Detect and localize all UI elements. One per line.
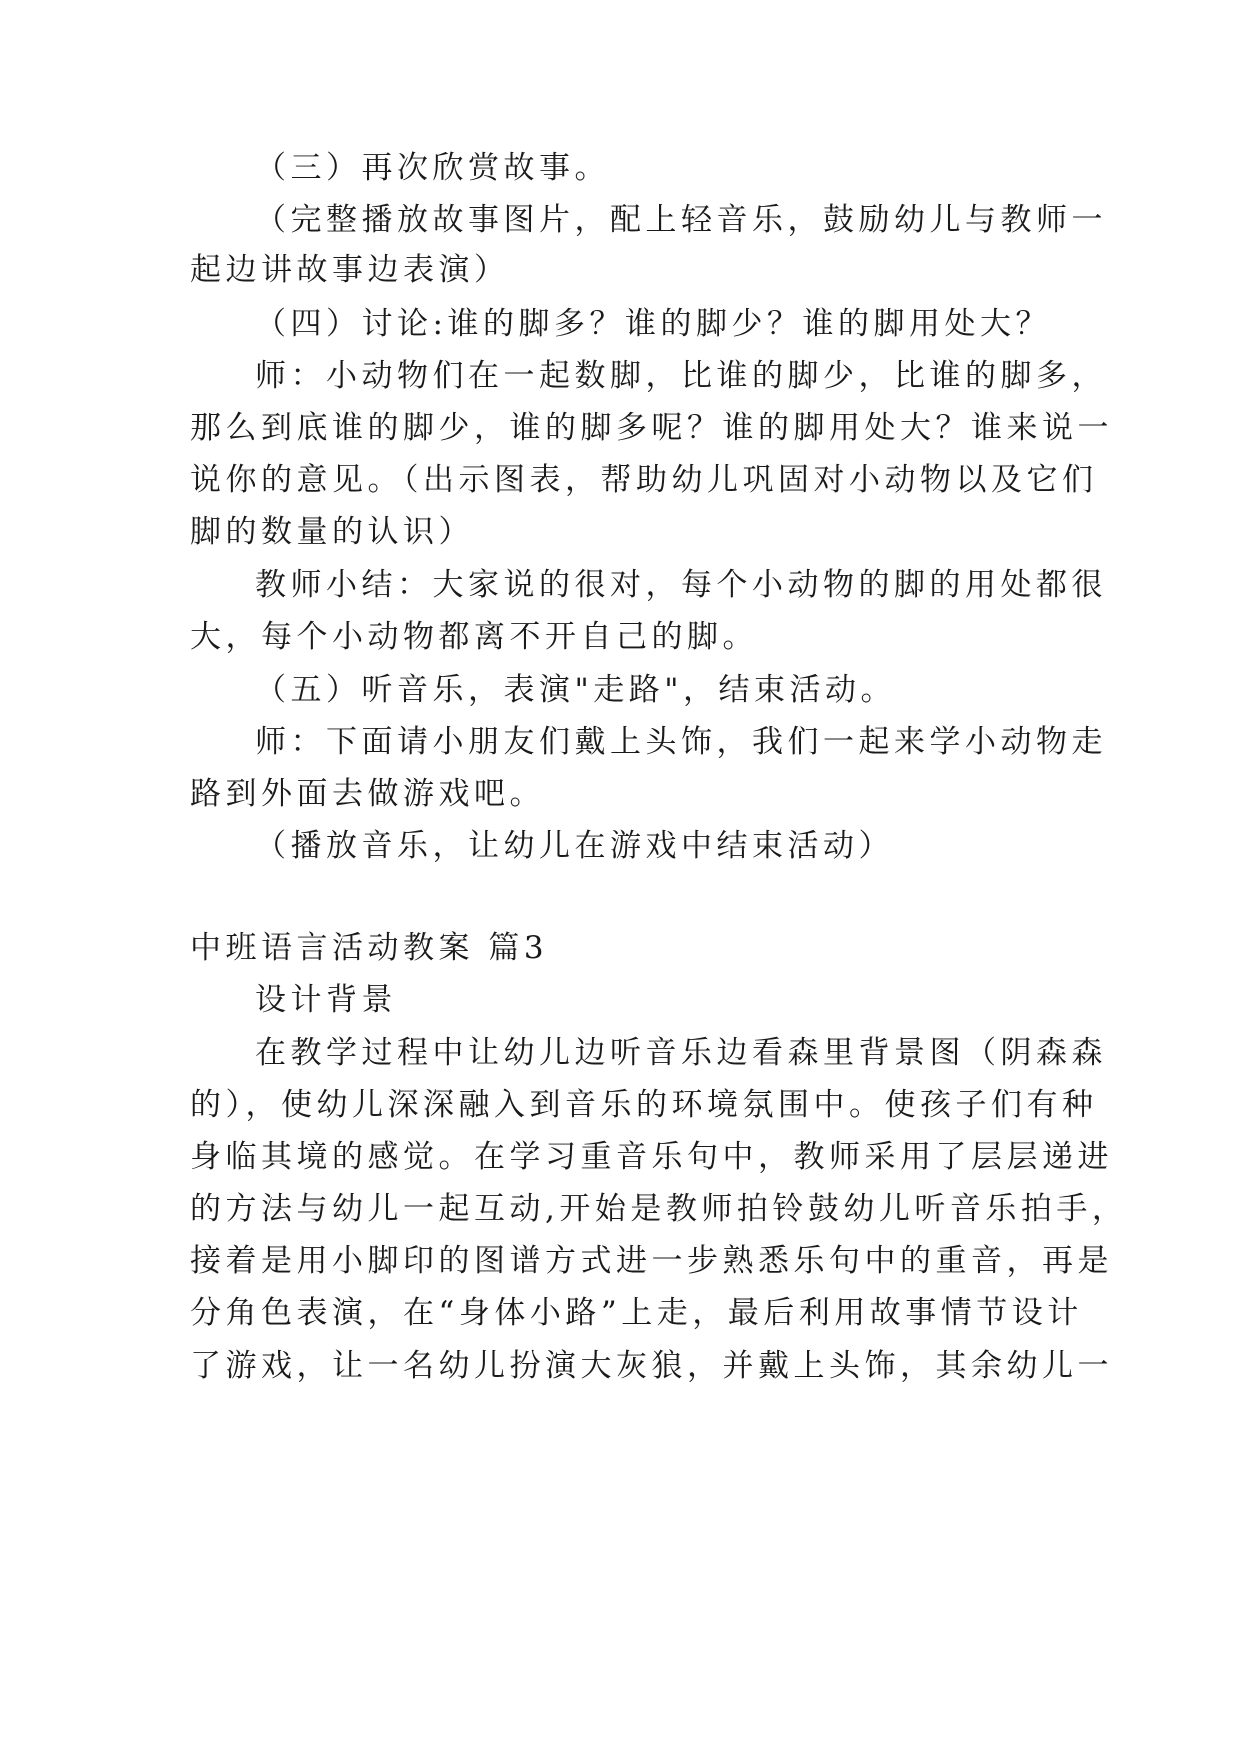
paragraph-line: （播放音乐，让幼儿在游戏中结束活动） bbox=[255, 828, 894, 864]
article-title: 中班语言活动教案 篇3 bbox=[190, 930, 549, 966]
paragraph-line: 起边讲故事边表演） bbox=[190, 252, 510, 288]
paragraph-line: 的），使幼儿深深融入到音乐的环境氛围中。使孩子们有种 bbox=[190, 1087, 1098, 1123]
paragraph-line: 分角色表演，在“身体小路”上走，最后利用故事情节设计 bbox=[190, 1295, 1083, 1331]
paragraph-line: 大，每个小动物都离不开自己的脚。 bbox=[190, 619, 758, 655]
section-heading-3: （三）再次欣赏故事。 bbox=[255, 150, 610, 186]
section-heading-4: （四）讨论:谁的脚多？谁的脚少？谁的脚用处大？ bbox=[255, 306, 1051, 342]
paragraph-line: 的方法与幼儿一起互动,开始是教师拍铃鼓幼儿听音乐拍手， bbox=[190, 1191, 1128, 1227]
paragraph-line: 师：下面请小朋友们戴上头饰，我们一起来学小动物走 bbox=[255, 724, 1107, 760]
paragraph-line: 那么到底谁的脚少，谁的脚多呢？谁的脚用处大？谁来说一 bbox=[190, 410, 1113, 446]
paragraph-line: 教师小结：大家说的很对，每个小动物的脚的用处都很 bbox=[255, 567, 1107, 603]
paragraph-line: 路到外面去做游戏吧。 bbox=[190, 776, 545, 812]
paragraph-line: 身临其境的感觉。在学习重音乐句中，教师采用了层层递进 bbox=[190, 1139, 1113, 1175]
section-heading-5: （五）听音乐，表演"走路"，结束活动。 bbox=[255, 672, 897, 708]
paragraph-line: （完整播放故事图片，配上轻音乐，鼓励幼儿与教师一 bbox=[255, 202, 1107, 238]
paragraph-line: 了游戏，让一名幼儿扮演大灰狼，并戴上头饰，其余幼儿一 bbox=[190, 1348, 1113, 1384]
subsection-heading: 设计背景 bbox=[255, 982, 397, 1018]
paragraph-line: 脚的数量的认识） bbox=[190, 514, 474, 550]
paragraph-line: 在教学过程中让幼儿边听音乐边看森里背景图（阴森森 bbox=[255, 1035, 1107, 1071]
paragraph-line: 师：小动物们在一起数脚，比谁的脚少，比谁的脚多， bbox=[255, 358, 1107, 394]
paragraph-line: 接着是用小脚印的图谱方式进一步熟悉乐句中的重音，再是 bbox=[190, 1243, 1113, 1279]
paragraph-line: 说你的意见。（出示图表，帮助幼儿巩固对小动物以及它们 bbox=[190, 462, 1098, 498]
